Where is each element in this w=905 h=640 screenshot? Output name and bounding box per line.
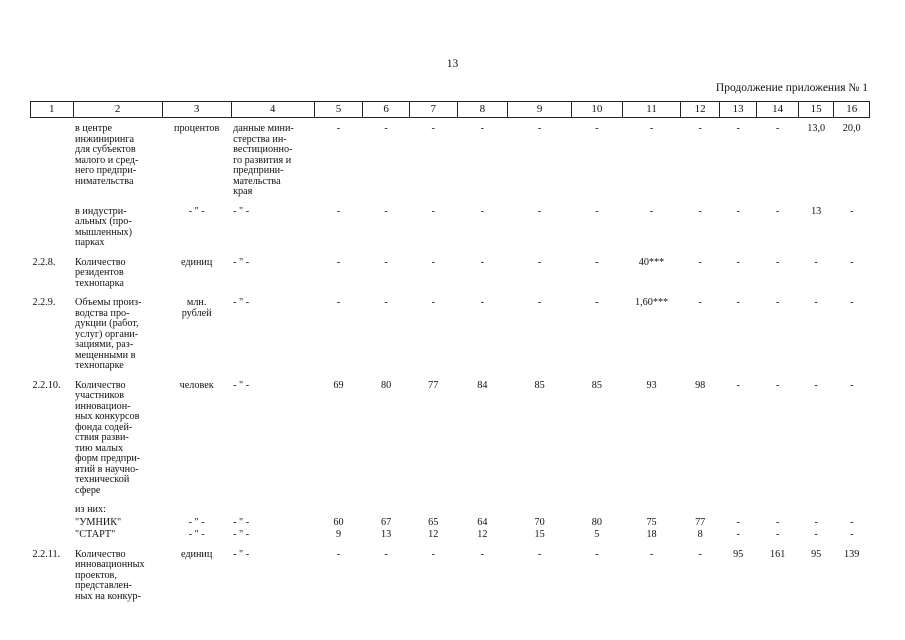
source-cell: данные мини- стерства ин- вестиционно- го развития и предприни- мательства края	[233, 123, 294, 197]
value-cell: -	[384, 297, 388, 308]
value-cell: -	[849, 297, 854, 308]
value-cell: -	[814, 379, 818, 391]
value-cell: -	[431, 123, 435, 134]
value-cell: 12	[477, 529, 488, 540]
value-cell: 80	[381, 379, 392, 391]
table-row	[31, 118, 870, 198]
unit-cell: человек	[179, 379, 214, 391]
value-cell: -	[736, 256, 740, 268]
unit-cell: - " -	[188, 529, 205, 540]
value-cell: 95	[811, 548, 822, 560]
value-cell: -	[736, 529, 740, 540]
value-cell: 70	[534, 516, 545, 528]
value-cell	[409, 496, 457, 516]
row-number-cell	[31, 516, 74, 529]
value-cell: 139	[844, 548, 860, 560]
value-cell: -	[595, 205, 599, 217]
continuation-note: Продолжение приложения № 1	[715, 82, 868, 94]
value-cell	[314, 496, 363, 516]
value-cell: -	[698, 548, 702, 560]
column-header: 8	[457, 102, 508, 118]
value-cell: 95	[733, 548, 744, 560]
source-cell: - " -	[233, 529, 250, 540]
value-cell: -	[775, 256, 780, 268]
source-cell: - " -	[233, 205, 250, 217]
column-header: 15	[798, 102, 833, 118]
value-cell: 98	[695, 379, 706, 391]
value-cell: 18	[646, 529, 657, 540]
table-row	[31, 528, 870, 541]
table-body	[31, 118, 870, 603]
value-cell: 8	[697, 529, 703, 540]
column-header: 1	[31, 102, 74, 118]
table-row	[31, 541, 870, 603]
value-cell: -	[698, 123, 702, 134]
value-cell: -	[384, 548, 388, 560]
value-cell: -	[649, 205, 654, 217]
value-cell: -	[849, 379, 854, 391]
column-header: 4	[231, 102, 314, 118]
value-cell: -	[736, 205, 740, 217]
value-cell: -	[336, 256, 341, 268]
value-cell: -	[480, 256, 485, 268]
value-cell: -	[595, 548, 599, 560]
value-cell: 93	[646, 379, 657, 391]
value-cell: 69	[333, 379, 344, 391]
column-header: 12	[681, 102, 720, 118]
column-header: 16	[834, 102, 870, 118]
value-cell: -	[814, 256, 818, 268]
value-cell	[798, 496, 833, 516]
table-row	[31, 249, 870, 290]
row-number-cell: 2.2.8.	[32, 256, 56, 268]
value-cell: -	[431, 256, 435, 268]
value-cell	[457, 496, 508, 516]
unit-cell: млн. рублей	[181, 297, 212, 319]
value-cell: -	[537, 205, 542, 217]
value-cell: -	[698, 297, 702, 308]
unit-cell: - " -	[188, 205, 205, 217]
value-cell	[363, 496, 410, 516]
unit-cell: - " -	[188, 516, 205, 528]
value-cell: -	[336, 548, 341, 560]
value-cell: 20,0	[842, 123, 861, 134]
column-header: 14	[757, 102, 799, 118]
source-cell: - " -	[233, 548, 250, 560]
value-cell	[834, 496, 870, 516]
value-cell: 64	[477, 516, 488, 528]
column-header: 9	[508, 102, 572, 118]
value-cell: -	[480, 123, 485, 134]
value-cell: 13	[811, 205, 822, 217]
table-row	[31, 372, 870, 497]
indicator-name-cell: Количество инновационных проектов, представлен- ных на конкур-	[75, 548, 145, 602]
indicator-name-cell: в индустри- альных (про- мышленных) парках	[75, 205, 133, 248]
value-cell	[719, 496, 756, 516]
value-cell: -	[431, 205, 435, 217]
value-cell: 60	[333, 516, 344, 528]
value-cell: 15	[534, 529, 545, 540]
value-cell: 161	[770, 548, 786, 560]
value-cell: 77	[695, 516, 706, 528]
column-header: 3	[162, 102, 231, 118]
value-cell: -	[537, 123, 542, 134]
value-cell: -	[537, 256, 542, 268]
source-cell: - " -	[233, 516, 250, 528]
value-cell: -	[698, 205, 702, 217]
value-cell: 80	[591, 516, 602, 528]
value-cell: -	[814, 297, 818, 308]
source-cell: - " -	[233, 379, 250, 391]
unit-cell: процентов	[174, 123, 220, 134]
value-cell: -	[336, 205, 341, 217]
table-row	[31, 198, 870, 249]
value-cell: -	[736, 297, 740, 308]
value-cell: -	[849, 256, 854, 268]
row-number-cell	[31, 118, 74, 198]
indicator-name-cell: Объемы произ- водства про- дукции (работ, услуг) органи- зациями, раз- мещенными в технопарке	[75, 297, 142, 371]
value-cell: 12	[428, 529, 439, 540]
indicator-name-cell: из них:	[75, 504, 106, 515]
value-cell: 9	[335, 529, 342, 540]
value-cell: -	[649, 548, 654, 560]
value-cell: 1,60***	[634, 297, 669, 308]
value-cell: 85	[591, 379, 602, 391]
appendix-table	[30, 101, 870, 602]
indicator-name-cell: Количество участников инновацион- ных конкурсов фонда содей- ствия разви- тию малых форм предпри- ятий в научно- технической сфере	[75, 379, 141, 496]
value-cell: -	[849, 516, 854, 528]
row-number-cell	[31, 198, 74, 249]
value-cell: -	[595, 297, 599, 308]
table-row	[31, 516, 870, 529]
table-row	[31, 289, 870, 372]
column-header: 6	[363, 102, 410, 118]
value-cell: -	[814, 529, 818, 540]
value-cell	[757, 496, 799, 516]
row-number-cell: 2.2.10.	[32, 379, 61, 391]
page-number: 13	[446, 58, 459, 70]
value-cell: 40***	[638, 256, 665, 268]
row-number-cell: 2.2.9.	[32, 297, 56, 308]
value-cell: 67	[381, 516, 392, 528]
source-cell: - " -	[233, 256, 250, 268]
table-row	[31, 496, 870, 516]
column-header: 2	[73, 102, 162, 118]
value-cell: 75	[646, 516, 657, 528]
value-cell: -	[649, 123, 654, 134]
value-cell: -	[775, 123, 780, 134]
value-cell: -	[537, 297, 542, 308]
row-number-cell	[31, 528, 74, 541]
value-cell: -	[736, 379, 740, 391]
value-cell: -	[431, 297, 435, 308]
source-cell	[231, 496, 314, 516]
row-number-cell: 2.2.11.	[32, 548, 61, 560]
value-cell	[572, 496, 623, 516]
value-cell: -	[480, 205, 485, 217]
value-cell: -	[849, 205, 854, 217]
value-cell: -	[814, 516, 818, 528]
unit-cell: единиц	[180, 256, 213, 268]
row-number-cell	[31, 496, 74, 516]
value-cell: -	[849, 529, 854, 540]
value-cell: 13,0	[807, 123, 826, 134]
value-cell: -	[775, 205, 780, 217]
column-header: 7	[409, 102, 457, 118]
value-cell: -	[431, 548, 435, 560]
indicator-name-cell: "СТАРТ"	[75, 529, 116, 540]
value-cell: -	[595, 256, 599, 268]
value-cell: -	[384, 256, 388, 268]
column-header: 5	[314, 102, 363, 118]
source-cell: - " -	[233, 297, 250, 308]
value-cell: -	[480, 548, 485, 560]
value-cell: 84	[477, 379, 488, 391]
value-cell: -	[775, 297, 780, 308]
value-cell: -	[595, 123, 599, 134]
value-cell: 5	[594, 529, 600, 540]
table-header-row	[31, 102, 870, 118]
value-cell: -	[775, 529, 780, 540]
value-cell: 65	[428, 516, 439, 528]
value-cell: 85	[534, 379, 545, 391]
value-cell	[622, 496, 681, 516]
value-cell: -	[384, 123, 388, 134]
value-cell: -	[775, 379, 780, 391]
value-cell: -	[736, 516, 740, 528]
value-cell: -	[384, 205, 388, 217]
value-cell	[681, 496, 720, 516]
value-cell: 77	[428, 379, 439, 391]
value-cell: -	[736, 123, 740, 134]
indicator-name-cell: в центре инжиниринга для субъектов малого и сред- него предпри- нимательства	[75, 123, 139, 187]
unit-cell: единиц	[180, 548, 213, 560]
value-cell: -	[336, 123, 341, 134]
column-header: 13	[719, 102, 756, 118]
value-cell	[508, 496, 572, 516]
indicator-name-cell: "УМНИК"	[75, 516, 122, 528]
value-cell: 13	[381, 529, 392, 540]
value-cell: -	[775, 516, 780, 528]
unit-cell	[162, 496, 231, 516]
value-cell: -	[480, 297, 485, 308]
value-cell: -	[537, 548, 542, 560]
column-header: 10	[572, 102, 623, 118]
column-header: 11	[622, 102, 681, 118]
value-cell: -	[698, 256, 702, 268]
value-cell: -	[336, 297, 341, 308]
indicator-name-cell: Количество резидентов технопарка	[75, 256, 126, 289]
